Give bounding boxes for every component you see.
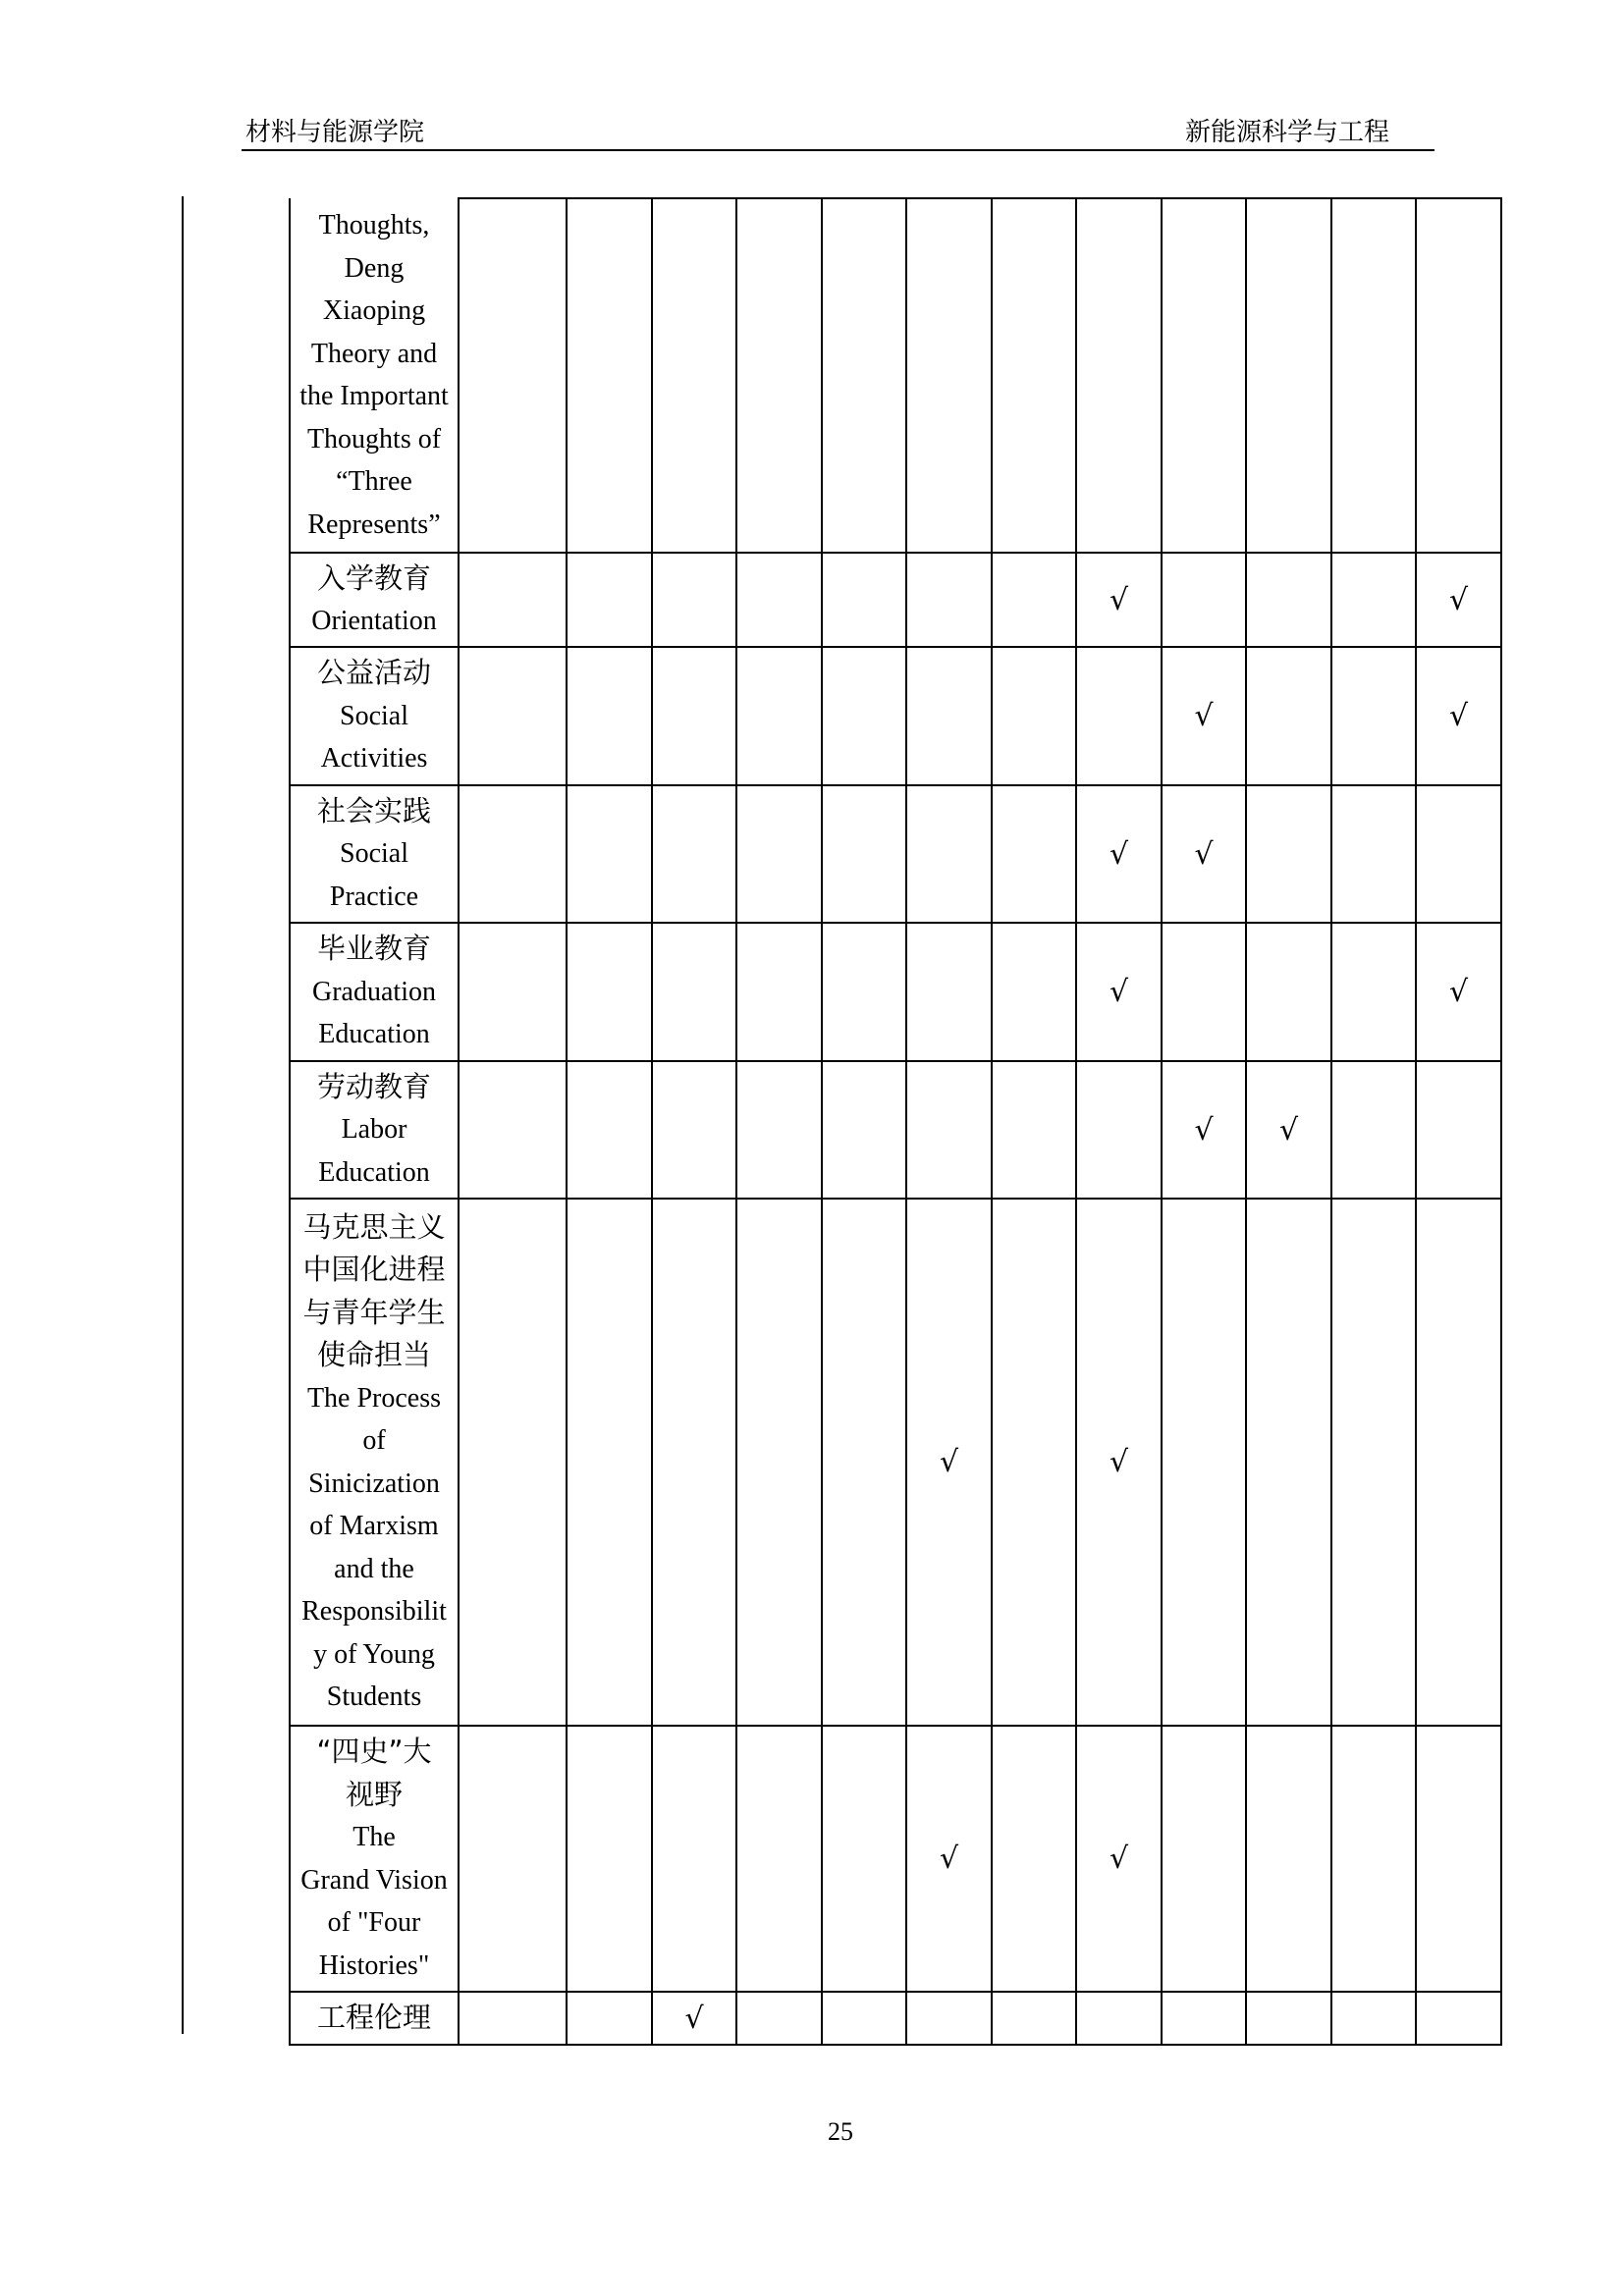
objective-cell [906, 198, 992, 553]
course-name-line: 入学教育 [316, 561, 431, 595]
objective-cell [822, 1726, 906, 1992]
course-name-cell [290, 785, 459, 923]
objective-cell [1246, 1199, 1331, 1726]
objective-cell [1162, 553, 1246, 647]
objective-cell [1331, 198, 1416, 553]
objective-cell [1331, 1992, 1416, 2045]
course-name-line: Thoughts, [318, 210, 430, 240]
course-name-line: Represents” [307, 508, 441, 540]
check-mark: √ [1194, 836, 1214, 872]
objective-cell [567, 1061, 652, 1199]
course-name-cell [290, 923, 459, 1061]
objective-cell [822, 198, 906, 553]
course-name-line: of [362, 1425, 386, 1456]
objective-cell [1331, 1061, 1416, 1199]
course-name-line: Labor [341, 1114, 407, 1146]
check-mark: √ [684, 2001, 704, 2036]
objective-cell [459, 553, 567, 647]
course-name-line: Sinicization [308, 1468, 440, 1499]
objective-cell [1246, 198, 1331, 553]
check-mark: √ [1448, 582, 1469, 617]
objective-cell [736, 923, 822, 1061]
objective-cell [736, 553, 822, 647]
objective-cell [1076, 198, 1162, 553]
course-name-line: Xiaoping [322, 295, 426, 326]
course-name-line: Practice [329, 881, 419, 912]
course-name-line: Deng [344, 252, 405, 284]
objective-cell [1076, 553, 1162, 647]
objective-cell [1416, 923, 1501, 1061]
objective-cell [1246, 1061, 1331, 1199]
course-name-line: The [352, 1822, 396, 1852]
objective-cell [906, 923, 992, 1061]
course-name-line: of "Four [327, 1907, 421, 1938]
table-row [290, 923, 1501, 1061]
page-number: 25 [828, 2117, 853, 2146]
course-name-line: 公益活动 [316, 656, 431, 690]
course-name-line: 工程伦理 [316, 2001, 431, 2035]
course-name-line: 视野 [345, 1777, 403, 1811]
table-row [290, 647, 1501, 785]
check-mark: √ [1109, 1445, 1129, 1479]
objective-cell [1331, 785, 1416, 923]
table-row [290, 1199, 1501, 1726]
course-name-line: the Important [299, 381, 449, 411]
objective-cell [459, 1726, 567, 1992]
check-mark: √ [1109, 582, 1129, 617]
objective-cell [736, 1726, 822, 1992]
check-mark: √ [939, 1842, 959, 1876]
course-name-line: 劳动教育 [316, 1069, 431, 1103]
course-name-line: Responsibilit [301, 1596, 447, 1627]
objective-cell [652, 785, 736, 923]
objective-cell [1416, 1726, 1501, 1992]
course-name-line: 与青年学生 [302, 1295, 446, 1329]
objective-cell [1246, 1992, 1331, 2045]
objective-cell [567, 198, 652, 553]
header-major-name: 新能源科学与工程 [1185, 118, 1390, 147]
objective-cell [906, 1061, 992, 1199]
objective-cell [567, 923, 652, 1061]
table-row [290, 553, 1501, 647]
objective-cell [1162, 1199, 1246, 1726]
objective-cell [1246, 1726, 1331, 1992]
course-name-line: Thoughts of [306, 423, 442, 454]
course-objective-matrix [289, 197, 1502, 2046]
objective-cell [822, 923, 906, 1061]
objective-cell [1076, 923, 1162, 1061]
course-name-cell [290, 1199, 459, 1726]
objective-cell [906, 785, 992, 923]
objective-cell [822, 1061, 906, 1199]
objective-cell [1246, 553, 1331, 647]
course-name-cell [290, 1992, 459, 2045]
objective-cell [736, 1061, 822, 1199]
course-name-line: Activities [320, 743, 428, 774]
course-name-line: Social [340, 838, 408, 870]
objective-cell [1162, 1726, 1246, 1992]
objective-cell [822, 1992, 906, 2045]
course-name-line: 使命担当 [316, 1338, 431, 1371]
objective-cell [992, 923, 1076, 1061]
course-name-line: Grand Vision [300, 1864, 448, 1896]
course-name-line: 马克思主义 [302, 1209, 446, 1244]
objective-cell [736, 1992, 822, 2045]
check-mark: √ [939, 1445, 959, 1479]
objective-cell [567, 785, 652, 923]
check-mark: √ [1448, 699, 1469, 733]
course-name-line: of Marxism [309, 1511, 439, 1541]
objective-cell [1246, 923, 1331, 1061]
objective-cell [906, 553, 992, 647]
objective-cell [1162, 1061, 1246, 1199]
objective-cell [1416, 647, 1501, 785]
objective-cell [992, 553, 1076, 647]
check-mark: √ [1194, 1112, 1214, 1148]
matrix-body [290, 198, 1501, 2045]
objective-cell [1076, 1992, 1162, 2045]
objective-cell [652, 1199, 736, 1726]
objective-cell [992, 198, 1076, 553]
header-school-name: 材料与能源学院 [245, 118, 425, 147]
course-name-cell [290, 1726, 459, 1992]
objective-cell [1076, 785, 1162, 923]
objective-cell [652, 923, 736, 1061]
course-name-line: Social [340, 700, 408, 731]
table-row [290, 1726, 1501, 1992]
objective-cell [459, 1992, 567, 2045]
objective-cell [1416, 1992, 1501, 2045]
objective-cell [1416, 553, 1501, 647]
objective-cell [822, 647, 906, 785]
objective-cell [992, 647, 1076, 785]
course-name-line: 中国化进程 [302, 1253, 446, 1286]
objective-cell [459, 923, 567, 1061]
objective-cell [567, 553, 652, 647]
objective-cell [906, 647, 992, 785]
check-mark: √ [1194, 699, 1214, 733]
objective-cell [1162, 1992, 1246, 2045]
objective-cell [906, 1992, 992, 2045]
check-mark: √ [1448, 975, 1469, 1009]
header-divider [242, 149, 1435, 151]
objective-cell [1416, 198, 1501, 553]
objective-cell [736, 1199, 822, 1726]
objective-cell [736, 647, 822, 785]
objective-cell [1246, 647, 1331, 785]
objective-cell [652, 553, 736, 647]
objective-cell [736, 785, 822, 923]
objective-cell [1416, 785, 1501, 923]
objective-cell [906, 1199, 992, 1726]
course-name-line: 社会实践 [316, 793, 431, 828]
objective-cell [1076, 1199, 1162, 1726]
objective-cell [906, 1726, 992, 1992]
objective-cell [1246, 785, 1331, 923]
objective-cell [1076, 1061, 1162, 1199]
objective-cell [1416, 1199, 1501, 1726]
course-name-line: Education [318, 1156, 430, 1188]
course-name-line: Theory and [310, 338, 438, 369]
objective-cell [652, 1726, 736, 1992]
binding-margin-line [182, 196, 184, 2034]
objective-cell [1331, 647, 1416, 785]
objective-cell [992, 1992, 1076, 2045]
objective-cell [459, 647, 567, 785]
course-name-line: Education [318, 1019, 430, 1050]
objective-cell [459, 198, 567, 553]
course-name-line: 毕业教育 [316, 932, 431, 966]
table-row [290, 785, 1501, 923]
objective-cell [1416, 1061, 1501, 1199]
objective-cell [567, 1726, 652, 1992]
objective-cell [652, 1992, 736, 2045]
course-name-cell [290, 1061, 459, 1199]
course-name-line: Graduation [312, 976, 436, 1007]
check-mark: √ [1278, 1112, 1299, 1148]
objective-cell [1162, 923, 1246, 1061]
objective-cell [822, 553, 906, 647]
course-name-line: “四史”大 [316, 1735, 432, 1768]
objective-cell [736, 198, 822, 553]
objective-cell [1162, 785, 1246, 923]
objective-cell [567, 1199, 652, 1726]
course-name-line: Histories" [318, 1949, 430, 1981]
objective-cell [822, 785, 906, 923]
course-name-line: Students [326, 1682, 422, 1712]
course-name-line: Orientation [311, 606, 437, 636]
objective-cell [652, 1061, 736, 1199]
objective-cell [459, 785, 567, 923]
objective-cell [459, 1199, 567, 1726]
check-mark: √ [1109, 975, 1129, 1009]
objective-cell [992, 1199, 1076, 1726]
objective-cell [652, 198, 736, 553]
objective-cell [1162, 647, 1246, 785]
objective-cell [1331, 1199, 1416, 1726]
objective-cell [992, 1061, 1076, 1199]
objective-cell [1331, 553, 1416, 647]
objective-cell [567, 1992, 652, 2045]
objective-cell [1076, 1726, 1162, 1992]
course-name-line: “Three [336, 466, 412, 497]
check-mark: √ [1109, 1842, 1129, 1876]
course-name-cell [290, 198, 459, 553]
objective-cell [822, 1199, 906, 1726]
table-row [290, 198, 1501, 553]
objective-cell [992, 1726, 1076, 1992]
objective-cell [992, 785, 1076, 923]
objective-cell [1331, 923, 1416, 1061]
objective-cell [459, 1061, 567, 1199]
course-name-line: and the [334, 1553, 414, 1584]
course-name-cell [290, 553, 459, 647]
table-row [290, 1992, 1501, 2045]
objective-cell [652, 647, 736, 785]
objective-cell [1331, 1726, 1416, 1992]
course-name-cell [290, 647, 459, 785]
objective-cell [1162, 198, 1246, 553]
objective-cell [567, 647, 652, 785]
objective-cell [1076, 647, 1162, 785]
check-mark: √ [1109, 836, 1129, 872]
table-row [290, 1061, 1501, 1199]
course-name-line: y of Young [313, 1638, 435, 1670]
course-name-line: The Process [306, 1382, 442, 1414]
